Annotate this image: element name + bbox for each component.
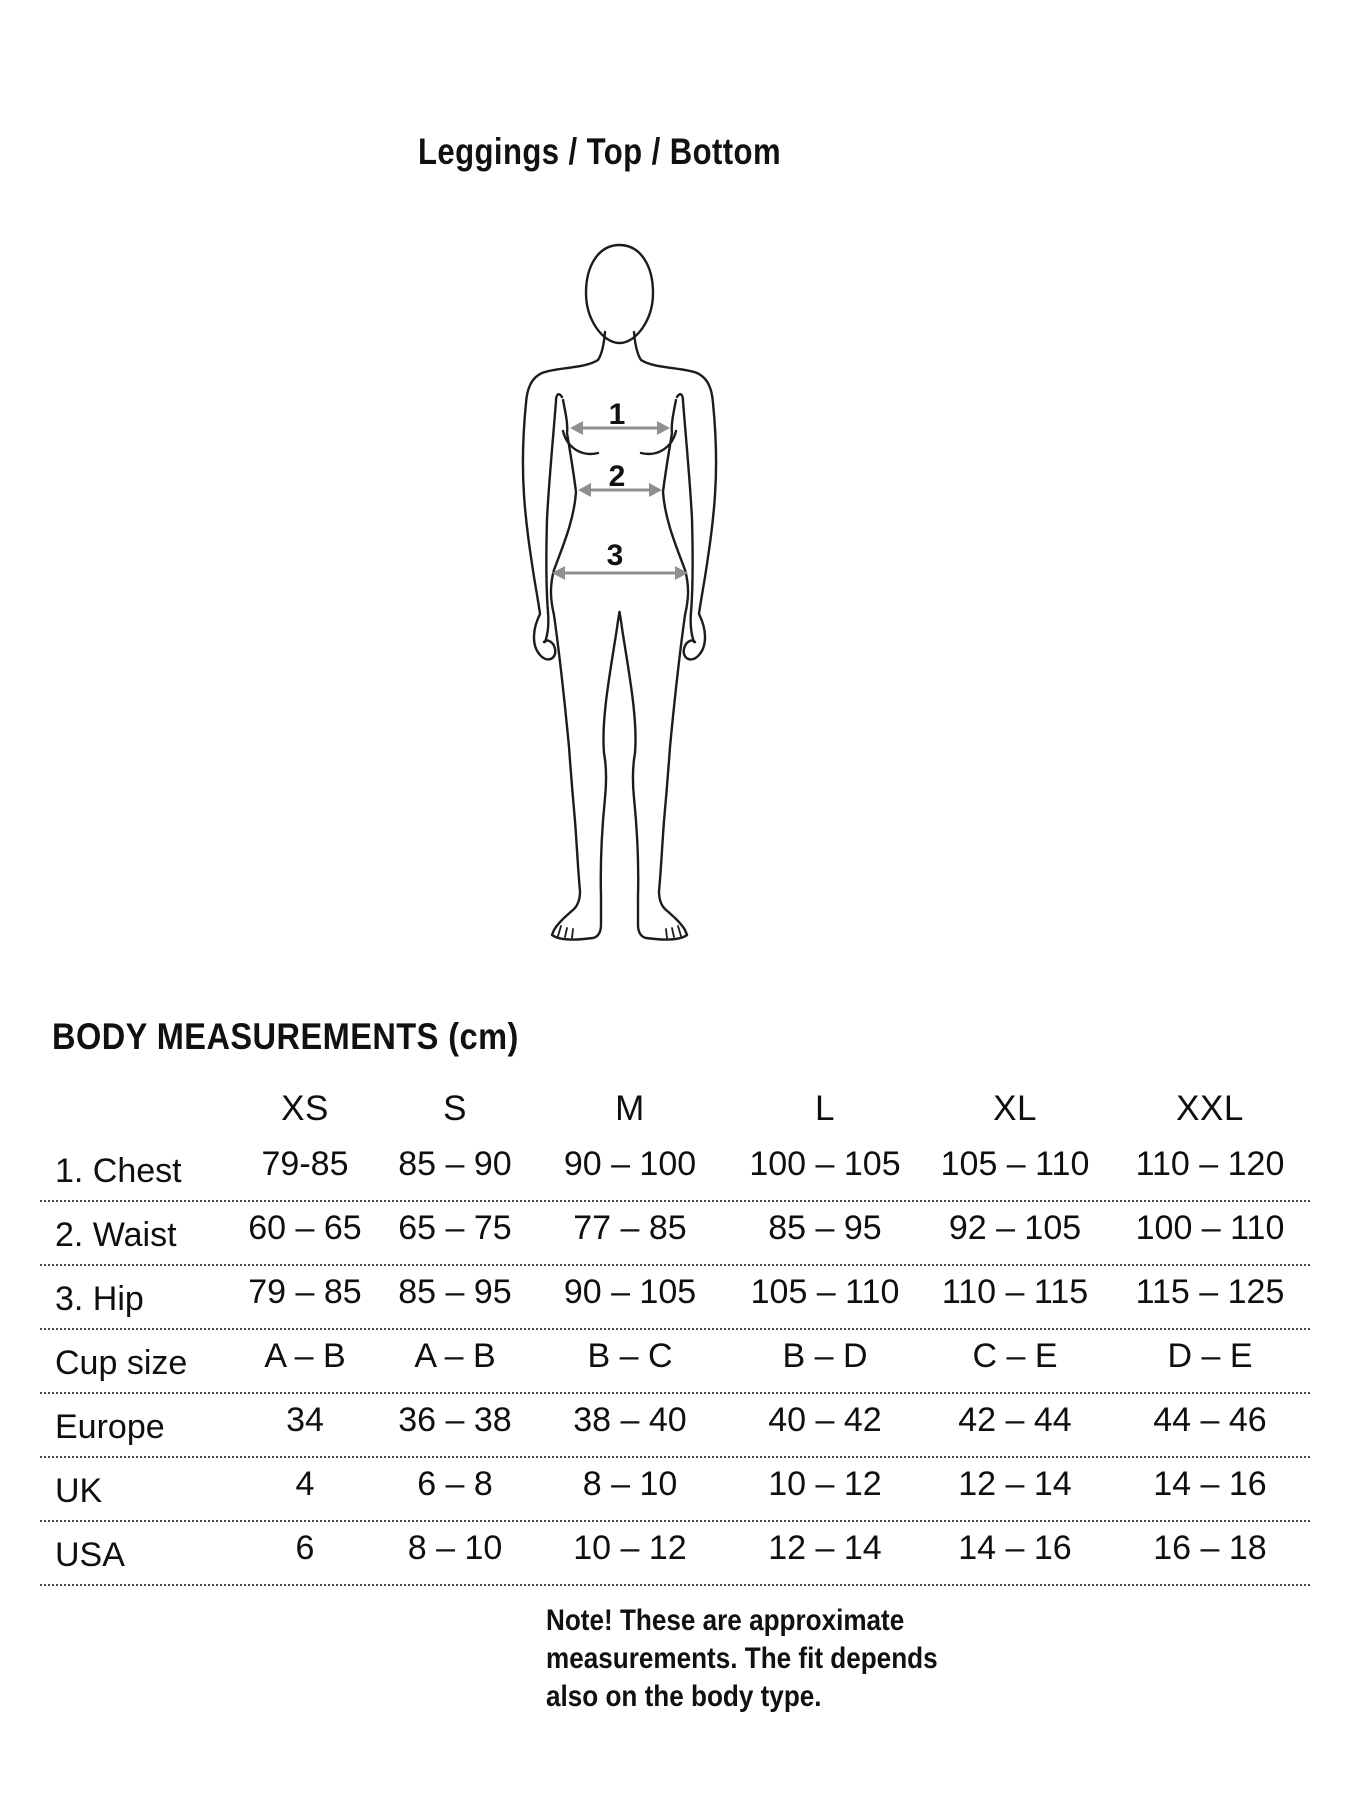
note-line: Note! These are approximate [546, 1604, 905, 1637]
row-label: 2. Waist [55, 1215, 177, 1254]
table-cell: 8 – 10 [407, 1528, 503, 1567]
table-cell: 110 – 115 [941, 1272, 1089, 1311]
table-cell: 8 – 10 [582, 1464, 678, 1503]
note-line: measurements. The fit depends [546, 1642, 938, 1675]
table-cell: 65 – 75 [398, 1208, 512, 1247]
chest-measure-number: 1 [608, 398, 626, 431]
table-cell: 100 – 105 [749, 1144, 901, 1183]
size-column-header-l: L [815, 1089, 835, 1128]
row-label: USA [55, 1535, 125, 1574]
table-cell: 34 [286, 1400, 324, 1439]
size-column-header-m: M [615, 1089, 645, 1128]
table-cell: C – E [972, 1336, 1058, 1375]
table-cell: 105 – 110 [940, 1144, 1090, 1183]
table-cell: 14 – 16 [1153, 1464, 1267, 1503]
table-cell: 85 – 95 [768, 1208, 882, 1247]
size-column-header-xl: XL [993, 1089, 1037, 1128]
body-figure-illustration [450, 195, 790, 955]
table-cell: 6 [295, 1528, 315, 1567]
table-cell: 79 – 85 [248, 1272, 362, 1311]
table-cell: 105 – 110 [750, 1272, 900, 1311]
table-heading: BODY MEASUREMENTS (cm) [52, 1016, 519, 1057]
table-cell: 16 – 18 [1153, 1528, 1267, 1567]
note-line: also on the body type. [546, 1680, 822, 1713]
table-row-usa [40, 1522, 1310, 1586]
size-column-header-s: S [443, 1089, 467, 1128]
table-cell: 85 – 90 [398, 1144, 512, 1183]
table-cell: 44 – 46 [1153, 1400, 1267, 1439]
row-label: 3. Hip [55, 1279, 144, 1318]
size-column-header-xxl: XXL [1176, 1089, 1244, 1128]
table-cell: 90 – 100 [563, 1144, 697, 1183]
note-text [546, 1602, 938, 1716]
table-row-europe [40, 1394, 1310, 1458]
table-cell: 90 – 105 [563, 1272, 697, 1311]
table-row-uk [40, 1458, 1310, 1522]
row-label: 1. Chest [55, 1151, 182, 1190]
table-cell: 12 – 14 [768, 1528, 882, 1567]
table-cell: 110 – 120 [1135, 1144, 1285, 1183]
table-cell: 60 – 65 [248, 1208, 362, 1247]
table-row-waist [40, 1202, 1310, 1266]
table-cell: 4 [295, 1464, 315, 1503]
waist-measure-number: 2 [608, 460, 626, 493]
table-cell: B – D [782, 1336, 868, 1375]
table-cell: 14 – 16 [958, 1528, 1072, 1567]
row-label: UK [55, 1471, 103, 1510]
table-cell: 100 – 110 [1135, 1208, 1285, 1247]
table-cell: 10 – 12 [768, 1464, 882, 1503]
table-row-hip [40, 1266, 1310, 1330]
table-row-chest [40, 1138, 1310, 1202]
hip-measure-number: 3 [606, 539, 624, 572]
table-cell: 92 – 105 [948, 1208, 1082, 1247]
table-cell: A – B [264, 1336, 346, 1375]
table-cell: 79-85 [261, 1144, 349, 1183]
row-label: Cup size [55, 1343, 188, 1382]
table-cell: 36 – 38 [398, 1400, 512, 1439]
measurements-table [40, 1080, 1310, 1586]
table-cell: B – C [587, 1336, 673, 1375]
table-cell: 42 – 44 [958, 1400, 1072, 1439]
table-cell: 10 – 12 [573, 1528, 687, 1567]
table-cell: 40 – 42 [768, 1400, 882, 1439]
table-cell: D – E [1167, 1336, 1253, 1375]
table-cell: 77 – 85 [573, 1208, 687, 1247]
table-cell: 12 – 14 [958, 1464, 1072, 1503]
body-outline [523, 245, 716, 940]
table-cell: 38 – 40 [573, 1400, 687, 1439]
size-column-header-xs: XS [281, 1089, 329, 1128]
table-cell: 85 – 95 [398, 1272, 512, 1311]
table-cell: 6 – 8 [417, 1464, 493, 1503]
page-title: Leggings / Top / Bottom [418, 131, 781, 172]
table-cell: A – B [414, 1336, 496, 1375]
table-row-cup-size [40, 1330, 1310, 1394]
size-header-row [40, 1080, 1310, 1138]
row-label: Europe [55, 1407, 165, 1446]
table-cell: 115 – 125 [1135, 1272, 1285, 1311]
